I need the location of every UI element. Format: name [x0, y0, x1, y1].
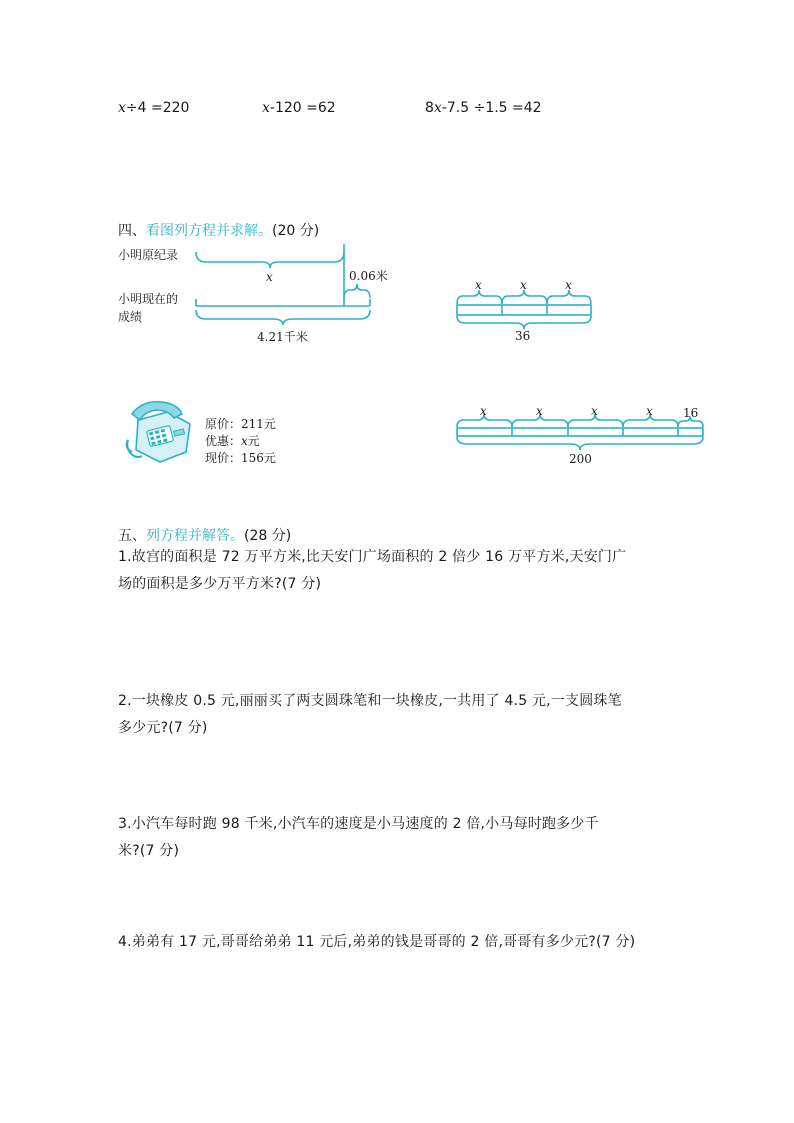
fig2-var-label-1: x	[475, 278, 482, 292]
fig3-price-now: 现价：156元	[205, 451, 276, 465]
equation-2-rest: -120 =62	[269, 100, 336, 116]
fig4-var-label-4: x	[646, 404, 653, 418]
equation-2-var: x	[262, 100, 270, 116]
section-4-prefix: 四、	[118, 223, 146, 239]
fig2-total-label: 36	[515, 329, 531, 343]
problem-2	[118, 688, 678, 742]
fig4-diagram	[0, 0, 794, 480]
problem-3	[118, 811, 678, 865]
section-4-points: (20 分)	[272, 223, 320, 239]
fig4-extra-label: 16	[683, 406, 699, 420]
equation-3-pre: 8	[425, 100, 434, 116]
equation-3-var: x	[433, 100, 442, 116]
problem-3-line-1: 3.小汽车每时跑 98 千米,小汽车的速度是小马速度的 2 倍,小马每时跑多少千	[118, 816, 599, 832]
fig3-discount-var: x	[241, 434, 248, 448]
problem-1-line-2: 场的面积是多少万平方米?(7 分)	[118, 576, 322, 592]
fig3-discount-unit: 元	[247, 434, 260, 448]
fig1-extra-label: 0.06米	[349, 269, 388, 283]
fig4-brace-total	[457, 437, 703, 450]
fig2-var-label-2: x	[520, 278, 527, 292]
fig4-bar	[457, 428, 703, 436]
equation-1-var: x	[118, 100, 126, 116]
fig4-total-label: 200	[569, 452, 592, 466]
fig4-var-label-1: x	[480, 404, 487, 418]
section-5-points: (28 分)	[244, 528, 292, 544]
problem-3-line-2: 米?(7 分)	[118, 843, 180, 859]
fig3-price-original: 原价：211元	[205, 417, 276, 431]
fig4-var-label-2: x	[536, 404, 543, 418]
problem-2-line-1: 2.一块橡皮 0.5 元,丽丽买了两支圆珠笔和一块橡皮,一共用了 4.5 元,一支圆珠笔	[118, 693, 622, 709]
problem-4-line-1: 4.弟弟有 17 元,哥哥给弟弟 11 元后,弟弟的钱是哥哥的 2 倍,哥哥有多少元?(7 分)	[118, 934, 636, 950]
fig1-row2-label-1: 小明现在的	[118, 292, 179, 306]
fig2-var-label-3: x	[565, 278, 572, 292]
section-4-title: 看图列方程并求解。	[146, 223, 272, 239]
section-5-prefix: 五、	[118, 528, 146, 544]
equation-1-rest: ÷4 =220	[125, 100, 190, 116]
section-5-heading	[118, 525, 291, 545]
fig1-row2-label-2: 成绩	[118, 310, 143, 324]
problem-4	[118, 929, 698, 956]
fig1-var-label: x	[266, 270, 273, 284]
fig3-discount-label: 优惠：	[205, 434, 242, 448]
fig1-row1-label: 小明原纪录	[118, 248, 179, 262]
problem-2-line-2: 多少元?(7 分)	[118, 720, 208, 736]
equation-3-rest: -7.5 ÷1.5 =42	[441, 100, 542, 116]
problem-1	[118, 544, 678, 598]
fig4-var-label-3: x	[591, 404, 598, 418]
fig1-total-label: 4.21千米	[257, 330, 308, 344]
section-5-title: 列方程并解答。	[146, 528, 244, 544]
problem-1-line-1: 1.故宫的面积是 72 万平方米,比天安门广场面积的 2 倍少 16 万平方米,天安门广	[118, 549, 627, 565]
